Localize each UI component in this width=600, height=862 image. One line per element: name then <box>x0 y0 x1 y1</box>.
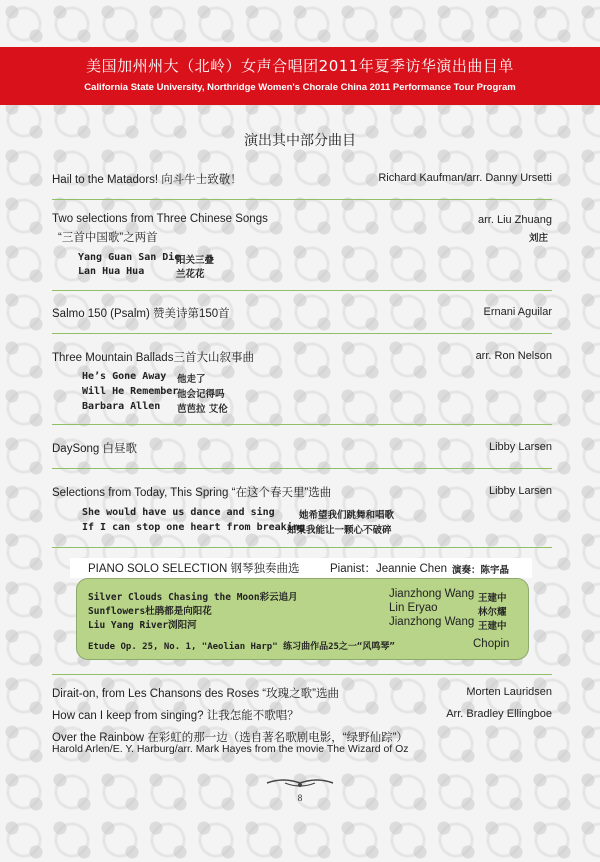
piece-credit: Harold Arlen/E. Y. Harburg/arr. Mark Hayes from the movie The Wizard of Oz <box>52 743 409 755</box>
divider <box>52 468 552 469</box>
divider <box>52 424 552 425</box>
piece-composer: Morten Lauridsen <box>466 686 552 698</box>
sub-item-en: If I can stop one heart from breaking <box>82 522 305 533</box>
piece-composer: Libby Larsen <box>489 485 552 497</box>
sub-item-en: Barbara Allen <box>82 401 161 412</box>
piece-title: Selections from Today, This Spring “在这个春天里”选曲 <box>52 487 332 499</box>
page-number: 8 <box>297 793 303 803</box>
piano-item-composer: Jianzhong Wang <box>389 616 475 628</box>
section-title: 演出其中部分曲目 <box>244 133 356 149</box>
pianist-name-cn: 演奏：陈宇晶 <box>452 565 510 576</box>
pianist-name: Pianist：Jeannie Chen <box>330 563 447 575</box>
piece-composer-cn: 刘庄 <box>528 233 548 244</box>
sub-item-en: Yang Guan San Die <box>78 252 181 263</box>
piece-composer: Libby Larsen <box>489 441 552 453</box>
header-title-cn: 美国加州州大（北岭）女声合唱团2011年夏季访华演出曲目单 <box>86 57 514 75</box>
piece-title: Three Mountain Ballads三首大山叙事曲 <box>52 352 254 364</box>
piano-item-composer: Lin Eryao <box>389 602 438 614</box>
divider <box>52 199 552 200</box>
sub-item-cn: 兰花花 <box>176 269 205 280</box>
sub-item-cn: 芭芭拉 艾伦 <box>177 404 228 415</box>
piece-title: Over the Rainbow 在彩虹的那一边（选自著名歌剧电影，“绿野仙踪”） <box>52 732 408 744</box>
piano-item-title: Liu Yang River浏阳河 <box>88 620 197 631</box>
piano-section-title: PIANO SOLO SELECTION 钢琴独奏曲选 <box>88 563 300 575</box>
header-title-en: California State University, Northridge Women's Chorale China 2011 Performance Tour Program <box>84 82 516 93</box>
divider <box>52 333 552 334</box>
divider <box>52 547 552 548</box>
piano-item-composer-cn: 林尔耀 <box>478 607 507 618</box>
sub-item-cn: 他走了 <box>177 374 206 385</box>
ornament-divider <box>265 776 335 790</box>
sub-item-en: She would have us dance and sing <box>82 507 275 518</box>
sub-item-en: He’s Gone Away <box>82 371 167 382</box>
divider <box>52 674 552 675</box>
sub-item-cn: 她希望我们跳舞和唱歌 <box>299 510 395 521</box>
sub-item-cn: 他会记得吗 <box>177 389 225 400</box>
piano-item-composer: Jianzhong Wang <box>389 588 475 600</box>
piece-title: How can I keep from singing? 让我怎能不歌唱？ <box>52 710 299 722</box>
piano-item-composer-cn: 王建中 <box>478 621 507 632</box>
piano-item-composer-cn: 王建中 <box>478 593 507 604</box>
piano-item-title: Sunflowers杜鹃都是向阳花 <box>88 606 212 617</box>
piano-item-title: Silver Clouds Chasing the Moon彩云追月 <box>88 592 298 603</box>
piece-title: Two selections from Three Chinese Songs <box>52 213 268 225</box>
sub-item-en: Will He Remember <box>82 386 179 397</box>
piece-title: Salmo 150 (Psalm) 赞美诗第150首 <box>52 308 230 320</box>
piano-item-composer: Chopin <box>473 638 510 650</box>
divider <box>52 290 552 291</box>
piece-subtitle: “三首中国歌”之两首 <box>58 232 158 244</box>
piece-composer: arr. Ron Nelson <box>475 350 552 362</box>
piece-composer: Ernani Aguilar <box>483 306 552 318</box>
piece-title: Dirait-on, from Les Chansons des Roses “玫瑰之歌”选曲 <box>52 688 339 700</box>
sub-item-cn: 阳关三叠 <box>176 255 215 266</box>
piano-item-title: Etude Op. 25, No. 1, "Aeolian Harp" 练习曲作品25之一“风鸣琴” <box>88 642 395 652</box>
sub-item-en: Lan Hua Hua <box>78 266 145 277</box>
piece-composer: Richard Kaufman/arr. Danny Ursetti <box>378 172 552 184</box>
piece-title: DaySong 白昼歌 <box>52 443 138 455</box>
piece-title: Hail to the Matadors! 向斗牛士致敬！ <box>52 174 242 186</box>
piece-composer: Arr. Bradley Ellingboe <box>446 708 552 720</box>
sub-item-cn: 如果我能让一颗心不破碎 <box>287 525 392 536</box>
piece-composer: arr. Liu Zhuang <box>478 214 552 226</box>
